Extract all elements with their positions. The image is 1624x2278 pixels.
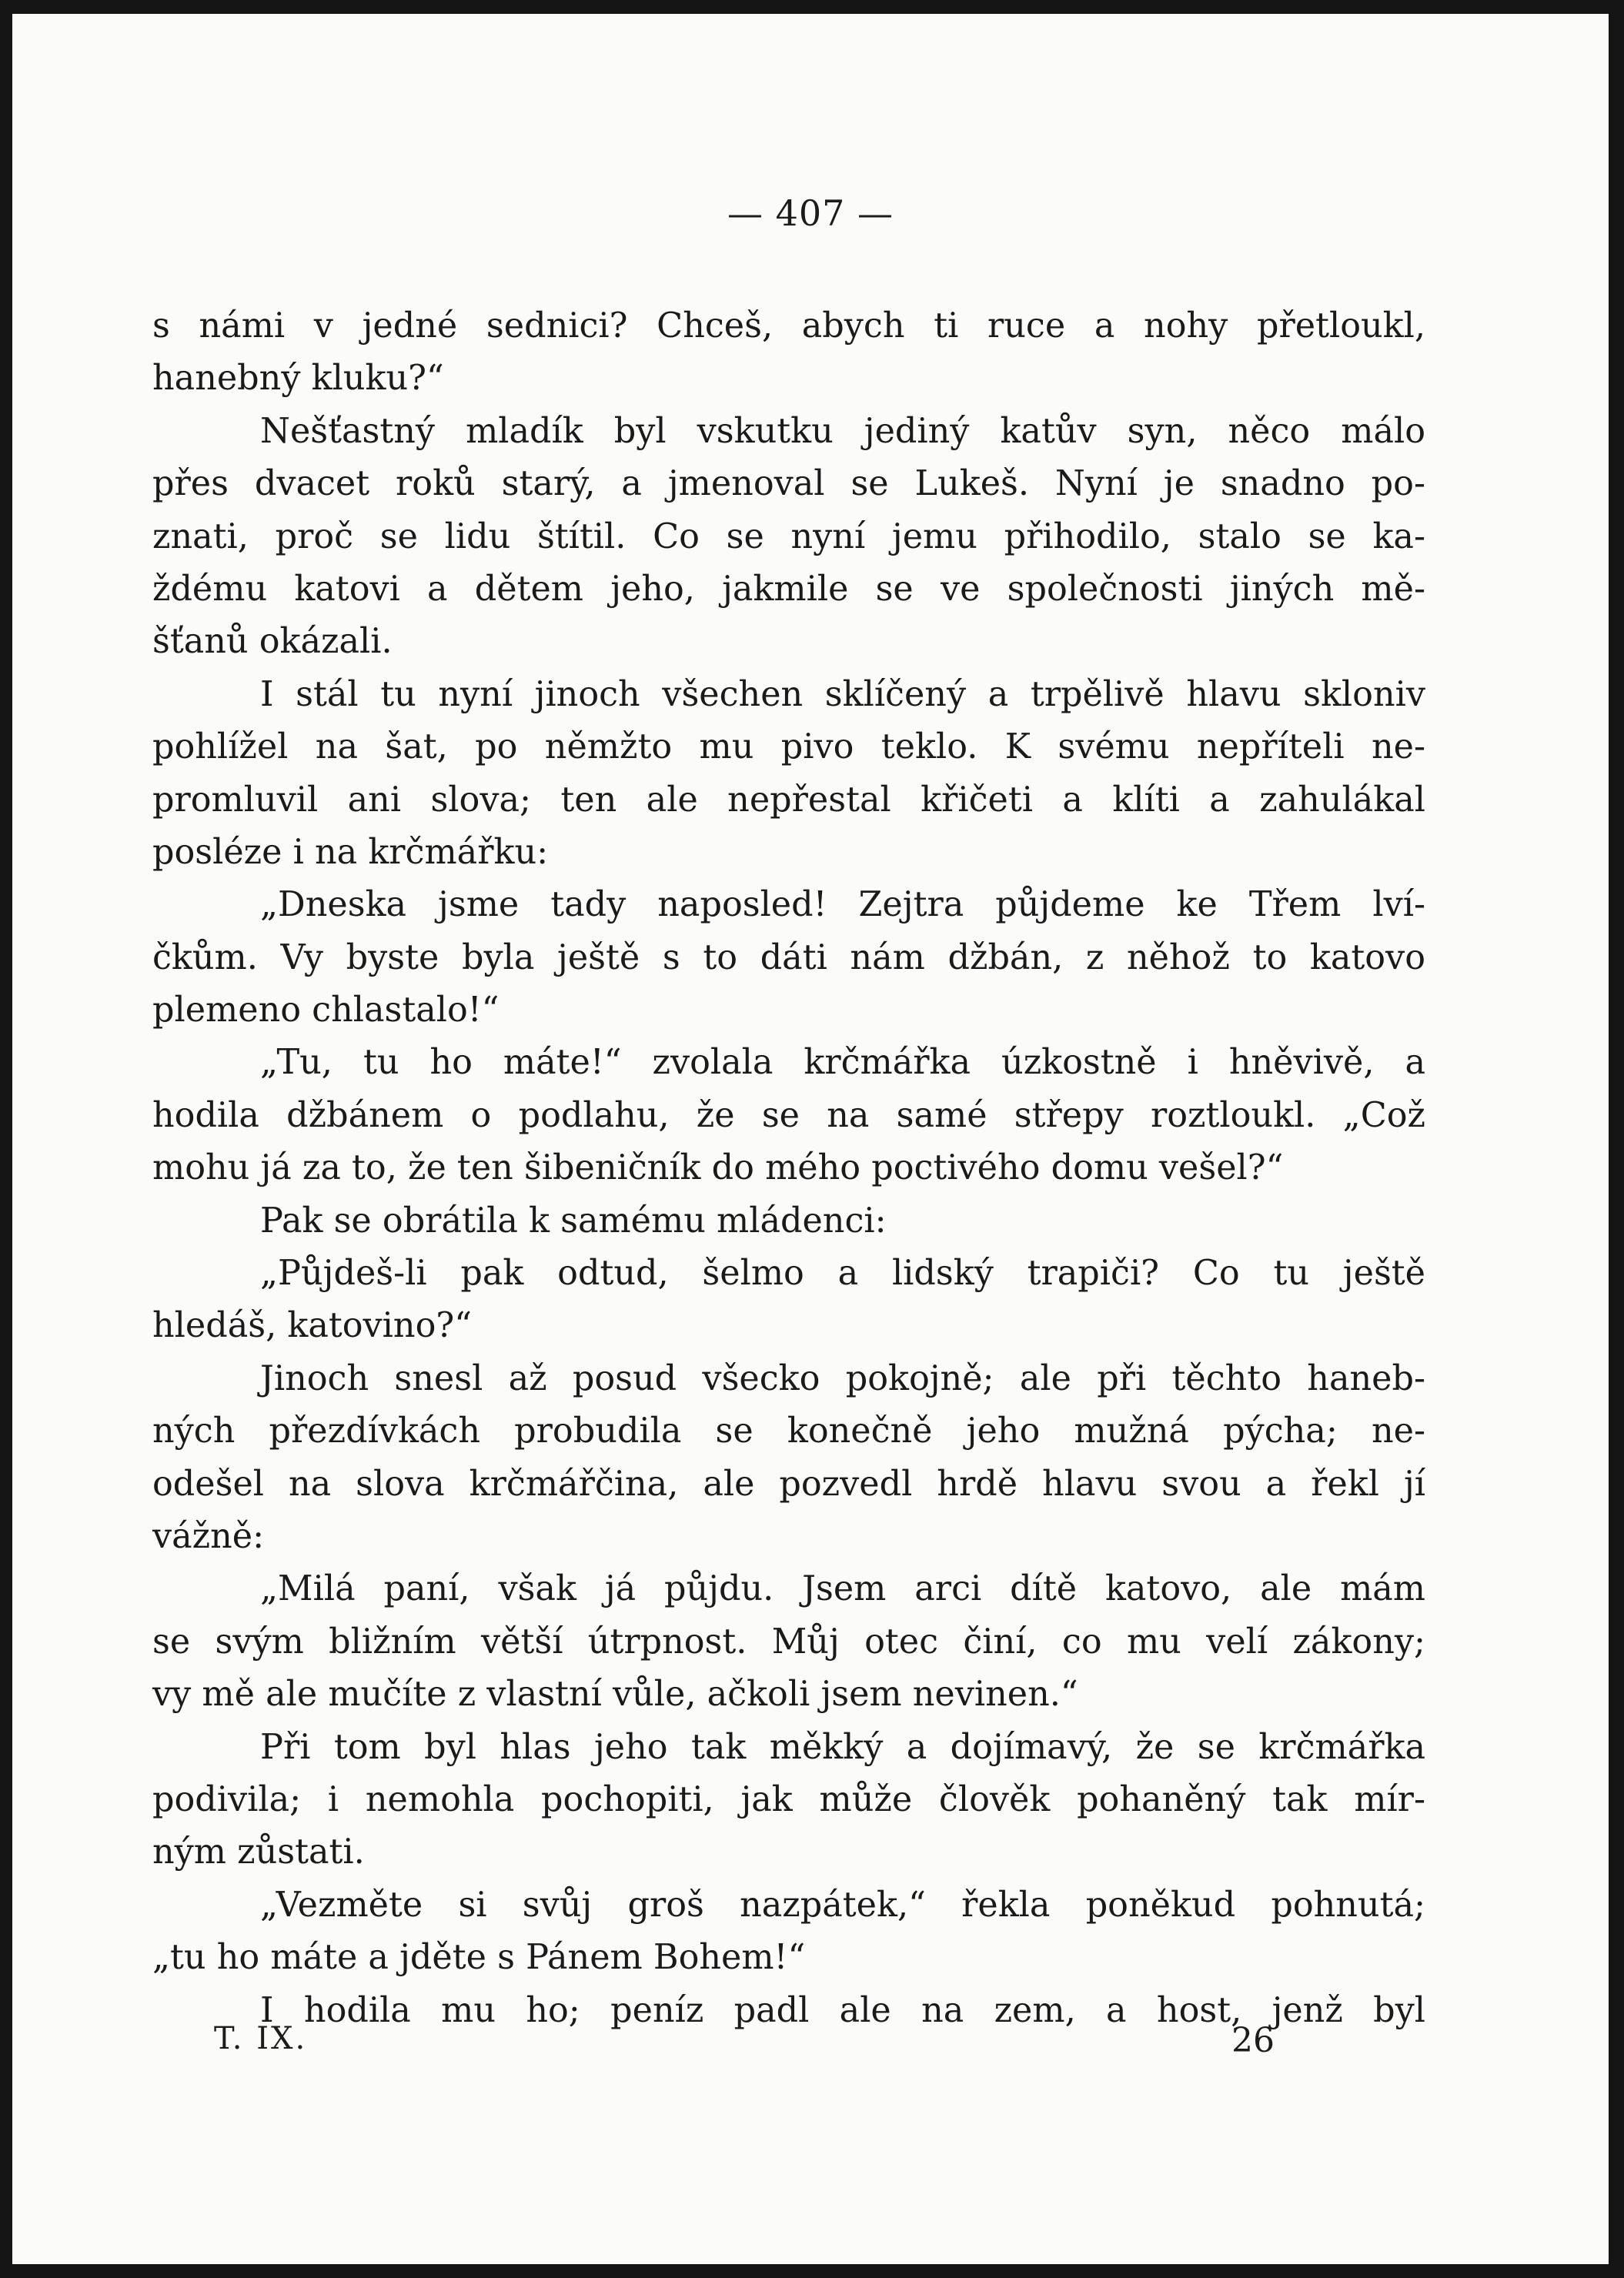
paragraph [152,879,1425,1037]
paragraph [152,1248,1425,1353]
text-line: znati, proč se lidu štítil. Co se nyní jemu přihodilo, stalo se ka- [152,516,1425,556]
paragraph [152,406,1425,669]
text-line: „Dneska jsme tady naposled! Zejtra půjdeme ke Třem lví- [260,885,1425,925]
text-line: se svým bližním větší útrpnost. Můj otec činí, co mu velí zákony; [152,1622,1425,1662]
text-line: šťanů okázali. [152,622,393,662]
text-line: podivila; i nemohla pochopiti, jak může člověk pohaněný tak mír- [152,1779,1425,1819]
text-line: „Milá paní, však já půjdu. Jsem arci dítě katovo, ale mám [260,1569,1425,1609]
text-line: odešel na slova krčmářčina, ale pozvedl hrdě hlavu svou a řekl jí [152,1464,1425,1504]
paragraph [152,1563,1425,1721]
paragraph [152,1879,1425,1985]
text-line: I stál tu nyní jinoch všechen sklíčený a trpělivě hlavu skloniv [260,674,1425,714]
paragraph [152,1037,1425,1194]
scan-border-bottom [0,2264,1624,2278]
text-line: čkům. Vy byste byla ještě s to dáti nám džbán, z něhož to katovo [152,937,1425,977]
paragraph [152,1195,1425,1248]
text-line: vy mě ale mučíte z vlastní vůle, ačkoli jsem nevinen.“ [152,1675,1078,1715]
text-line: hanebný kluku?“ [152,359,444,399]
text-line: ných přezdívkách probudila se konečně jeho mužná pýcha; ne- [152,1411,1425,1451]
text-line: promluvil ani slova; ten ale nepřestal křičeti a klíti a zahulákal [152,780,1425,820]
paragraph [152,669,1425,880]
printer-signature: T. IX. [214,2021,308,2056]
scan-border-top [0,0,1624,14]
text-line: vážně: [152,1516,265,1556]
text-line: ždému katovi a dětem jeho, jakmile se ve společnosti jiných mě- [152,569,1425,609]
page-number: — 407 — [727,192,894,234]
text-line: mohu já za to, že ten šibeničník do mého poctivého domu vešel?“ [152,1148,1284,1188]
text-line: hodila džbánem o podlahu, že se na samé střepy roztloukl. „Což [152,1095,1425,1135]
text-line: přes dvacet roků starý, a jmenoval se Lukeš. Nyní je snadno po- [152,464,1425,504]
text-line: Při tom byl hlas jeho tak měkký a dojímavý, že se krčmářka [260,1727,1425,1767]
text-line: „tu ho máte a jděte s Pánem Bohem!“ [152,1938,806,1978]
text-line: ným zůstati. [152,1832,365,1872]
paragraph [152,300,1425,406]
text-line: Jinoch snesl až posud všecko pokojně; ale při těchto haneb- [260,1358,1425,1398]
text-line: Nešťastný mladík byl vskutku jediný katův syn, něco málo [260,411,1425,451]
text-line: hledáš, katovino?“ [152,1306,472,1346]
text-line: „Tu, tu ho máte!“ zvolala krčmářka úzkostně i hněvivě, a [260,1043,1425,1083]
paragraph [152,1353,1425,1564]
sheet-number: 26 [1231,2021,1275,2060]
text-line: plemeno chlastalo!“ [152,990,500,1030]
paragraph [152,1722,1425,1879]
text-line: posléze i na krčmářku: [152,832,549,872]
text-line: Pak se obrátila k samému mládenci: [260,1201,887,1241]
text-line: s námi v jedné sednici? Chceš, abych ti ruce a nohy přetloukl, [152,306,1425,346]
body-text [152,300,1425,2037]
scan-border-right [1609,0,1624,2278]
book-page [12,14,1609,2264]
scan-border-left [0,0,12,2278]
text-line: „Půjdeš-li pak odtud, šelmo a lidský trapiči? Co tu ještě [260,1254,1425,1294]
text-line: „Vezměte si svůj groš nazpátek,“ řekla poněkud pohnutá; [260,1885,1425,1925]
text-line: I hodila mu ho; peníz padl ale na zem, a host, jenž byl [260,1990,1425,2030]
text-line: pohlížel na šat, po němžto mu pivo teklo. K svému nepříteli ne- [152,727,1425,767]
